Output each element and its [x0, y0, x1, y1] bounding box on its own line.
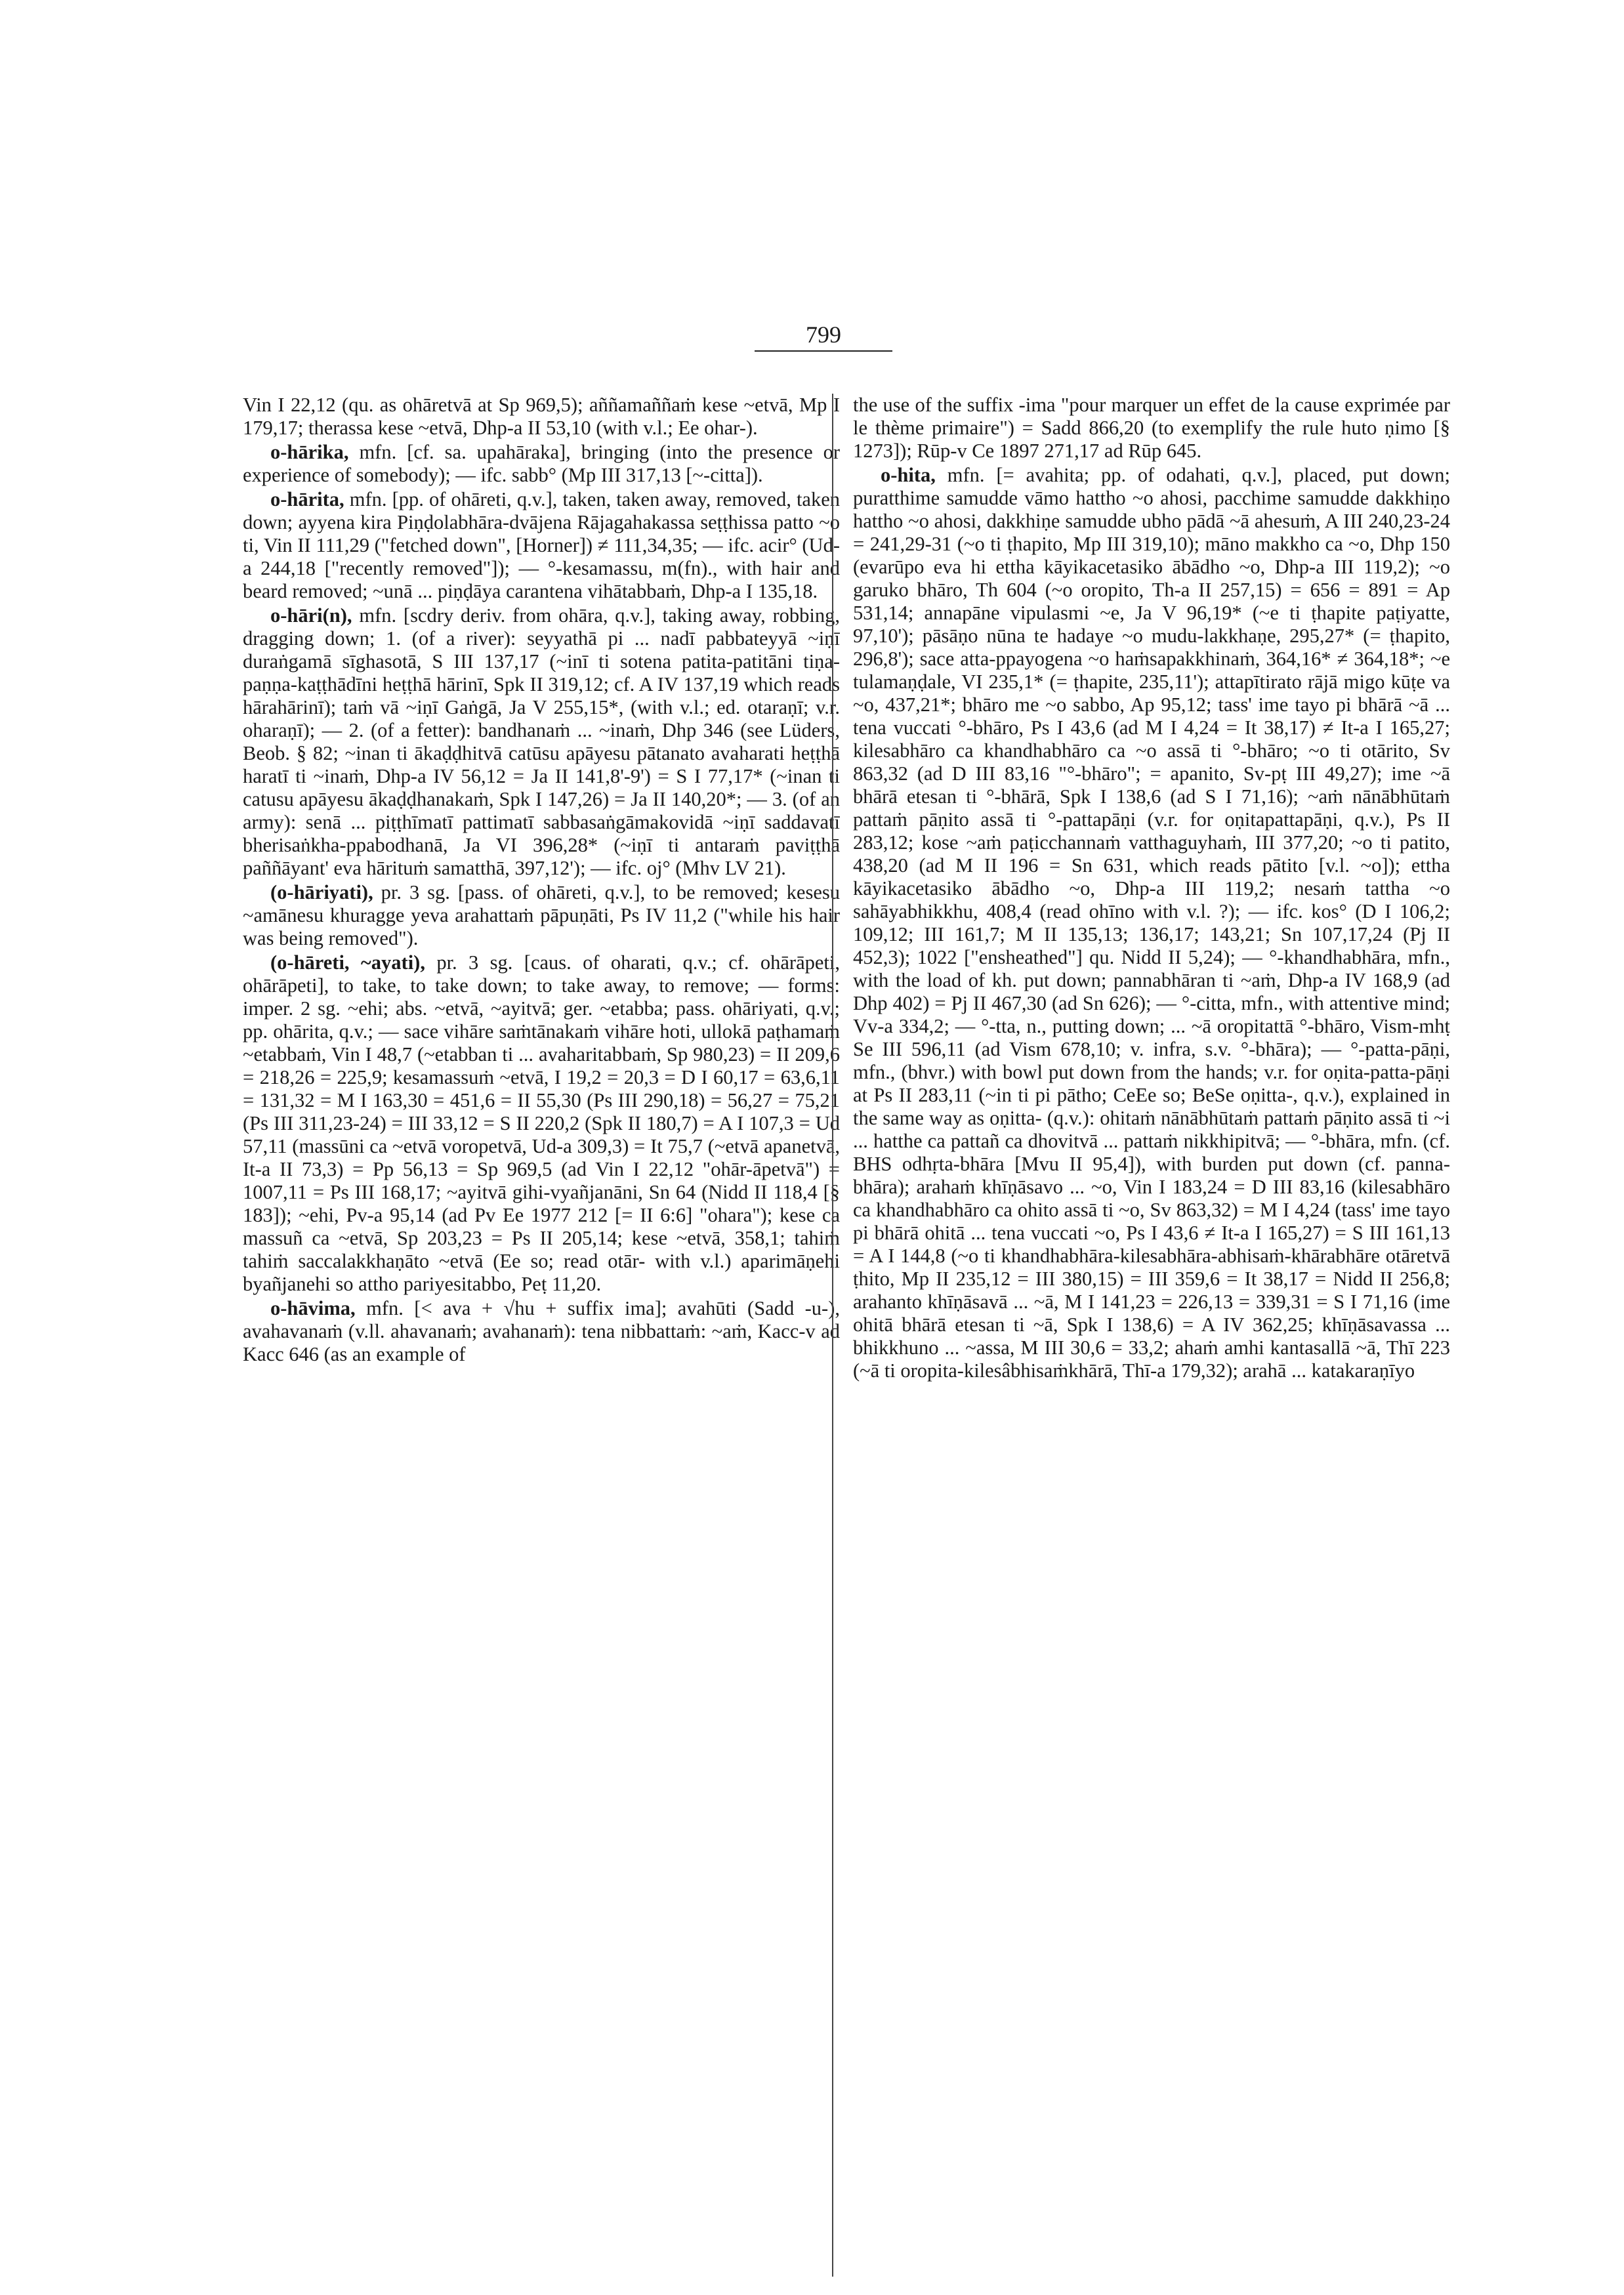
page-number-rule	[755, 350, 892, 352]
entry-text: mfn. [scdry deriv. from ohāra, q.v.], taking away, robbing, dragging down; 1. (of a river): seyyathā pi ... nadī pabbateyyā ~iṇī duraṅgamā sīghasotā, S III 137,17 (~inī ti sotena patita-patitāni tiṇa-paṇṇa-kaṭṭhādīni heṭṭhā hārinī, Spk II 319,12; cf. A IV 137,19 which reads hārahārinī); taṁ vā ~iṇī Gaṅgā, Ja V 255,15*, (with v.l.; ed. otaraṇī; v.r. oharaṇī); — 2. (of a fetter): bandhanaṁ ... ~inaṁ, Dhp 346 (see Lüders, Beob. § 82; ~inan ti ākaḍḍhitvā catūsu apāyesu pātanato avaharati heṭṭhā haratī ti ~inaṁ, Dhp-a IV 56,12 = Ja II 141,8'-9') = S I 77,17* (~inan ti catusu apāyesu ākaḍḍhanakaṁ, Spk I 147,26) = Ja II 140,20*; — 3. (of an army): senā ... piṭṭhīmatī pattimatī sabbasaṅgāmakovidā ~iṇī saddavatī bherisaṅkha-ppabodhanā, Ja VI 396,28* (~iṇī ti antaraṁ paviṭṭhā paññāyant' eva hārituṁ samatthā, 397,12'); — ifc. oj° (Mhv LV 21).	[243, 604, 840, 879]
entry-text: the use of the suffix -ima "pour marquer un effet de la cause exprimée par le thème primaire") = Sadd 866,20 (to exemplify the rule huto ṇimo [§ 1273]); Rūp-v Ce 1897 271,17 ad Rūp 645.	[853, 394, 1450, 462]
entry-headword: o-hārita,	[270, 488, 344, 510]
entry-headword: o-hita,	[881, 464, 936, 486]
left-column	[243, 394, 840, 2277]
entry-headword: o-hāvima,	[270, 1297, 356, 1319]
entry-text: pr. 3 sg. [caus. of oharati, q.v.; cf. ohārāpeti, ohārāpeti], to take, to take down; to take away, to remove; — forms: imper. 2 sg. ~ehi; abs. ~etvā, ~ayitvā; ger. ~etabba; pass. ohāriyati, q.v.; pp. ohārita, q.v.; — sace vihāre saṁtānakaṁ vihāre hoti, ullokā paṭhamaṁ ~etabbaṁ, Vin I 48,7 (~etabban ti ... avaharitabbaṁ, Sp 980,23) = II 209,6 = 218,26 = 225,9; kesamassuṁ ~etvā, I 19,2 = 20,3 = D I 60,17 = 63,6,11 = 131,32 = M I 163,30 = 451,6 = II 55,30 (Ps III 290,18) = 56,27 = 75,21 (Ps III 311,23-24) = III 33,12 = S II 220,2 (Spk II 180,7) = A I 107,3 = Ud 57,11 (massūni ca ~etvā voropetvā, Ud-a 309,3) = It 75,7 (~etvā apanetvā, It-a II 73,3) = Pp 56,13 = Sp 969,5 (ad Vin I 22,12 "ohār-āpetvā") = 1007,11 = Ps III 168,17; ~ayitvā gihi-vyañjanāni, Sn 64 (Nidd II 118,4 [§ 183]); ~ehi, Pv-a 95,14 (ad Pv Ee 1977 212 [= II 6:6] "ohara"); kese ca massuñ ca ~etvā, Sp 203,23 = Ps II 205,14; kese ~etvā, 358,1; tahiṁ tahiṁ saccalakkhaṇāto ~etvā (Ee so; read otār- with v.l.) aparimāṇehi byañjanehi so attho pariyesitabbo, Peṭ 11,20.	[243, 951, 840, 1295]
entry-text: mfn. [< ava + √hu + suffix ima]; avahūti (Sadd -u-), avahavanaṁ (v.ll. ahavanaṁ; avahanaṁ): tena nibbattaṁ: ~aṁ, Kacc-v ad Kacc 646 (as an example of	[243, 1297, 840, 1365]
column-divider	[832, 394, 833, 2277]
entry-headword: o-hāri(n),	[270, 604, 352, 627]
continued-entry	[853, 394, 1450, 463]
page-number: 799	[806, 321, 841, 348]
dictionary-entry	[243, 881, 840, 950]
right-column	[853, 394, 1450, 2277]
continued-entry	[243, 394, 840, 440]
dictionary-entry	[853, 464, 1450, 1382]
dictionary-entry	[243, 951, 840, 1296]
entry-headword: (o-hāriyati),	[270, 881, 373, 903]
entry-text: pr. 3 sg. [pass. of ohāreti, q.v.], to be removed; kesesu ~amānesu khuragge yeva arahattaṁ pāpuṇāti, Ps IV 11,2 ("while his hair was being removed").	[243, 881, 840, 949]
entry-headword: (o-hāreti, ~ayati),	[270, 951, 425, 974]
dictionary-entry	[243, 488, 840, 603]
entry-text: Vin I 22,12 (qu. as ohāretvā at Sp 969,5); aññamaññaṁ kese ~etvā, Mp I 179,17; therassa kese ~etvā, Dhp-a II 53,10 (with v.l.; Ee ohar-).	[243, 394, 840, 439]
entry-headword: o-hārika,	[270, 441, 349, 463]
dictionary-entry	[243, 604, 840, 880]
entry-text: mfn. [pp. of ohāreti, q.v.], taken, taken away, removed, taken down; ayyena kira Piṇḍolabhāra-dvājena Rājagahakassa seṭṭhissa patto ~o ti, Vin II 111,29 ("fetched down", [Horner]) ≠ 111,34,35; — ifc. acir° (Ud-a 244,18 ["recently removed"]); — °-kesamassu, m(fn)., with hair and beard removed; ~unā ... piṇḍāya carantena vihātabbaṁ, Dhp-a I 135,18.	[243, 488, 840, 602]
dictionary-entry	[243, 1297, 840, 1366]
dictionary-entry	[243, 441, 840, 487]
entry-text: mfn. [= avahita; pp. of odahati, q.v.], placed, put down; puratthime samudde vāmo hattho ~o ahosi, pacchime samudde dakkhiṇo hattho ~o ahosi, dakkhiṇe samudde ubho pādā ~ā ahesuṁ, A III 240,23-24 = 241,29-31 (~o ti ṭhapito, Mp III 319,10); māno makkho ca ~o, Dhp 150 (evarūpo eva hi ettha kāyikacetasiko ābādho ~o, Dhp-a III 119,2); ~o garuko bhāro, Th 604 (~o oropito, Th-a II 257,15) = 656 = 891 = Ap 531,14; annapāne vipulasmi ~e, Ja V 96,19* (~e ti ṭhapite paṭiyatte, 97,10'); pāsāṇo nūna te hadaye ~o mudu-lakkhaṇe, 295,27* (= ṭhapito, 296,8'); sace atta-ppayogena ~o haṁsapakkhinaṁ, 364,16* ≠ 364,18*; ~e tulamaṇḍale, VI 235,1* (= ṭhapite, 235,11'); attapītirato rājā migo kūṭe va ~o, 437,21*; bhāro me ~o sabbo, Ap 95,12; tass' ime tayo pi bhārā ~ā ... tena vuccati °-bhāro, Ps I 43,6 (ad M I 4,24 = It 38,17) ≠ It-a I 165,27; kilesabhāro ca khandhabhāro ca ~o assā ti °-bhāro; ~o ti otārito, Sv 863,32 (ad D III 83,16 "°-bhāro"; = apanito, Sv-pṭ III 49,27); ime ~ā bhārā etesan ti °-bhārā, Spk I 138,6 (ad S I 71,16); ~aṁ nānābhūtaṁ pattaṁ pāṇito assā ti °-pattapāṇi (v.r. for oṇitapattapāṇi, q.v.), Ps II 283,12; kose ~aṁ paṭicchannaṁ vatthaguyhaṁ, III 377,20; ~o ti patito, 438,20 (ad M II 196 = Sn 631, which reads pātito [v.l. ~o]); ettha kāyikacetasiko ābādho ~o, Dhp-a III 119,2; nesaṁ tattha ~o sahāyabhikkhu, 408,4 (read ohīno with v.l. ?); — ifc. kos° (D I 106,2; 109,12; III 161,7; M II 135,13; 136,17; 143,21; Sn 107,17,24 (Pj II 452,3); 1022 ["ensheathed"] qu. Nidd II 5,24); — °-khandhabhāra, mfn., with the load of kh. put down; pannabhāran ti ~aṁ, Dhp-a IV 168,9 (ad Dhp 402) = Pj II 467,30 (ad Sn 626); — °-citta, mfn., with attentive mind; Vv-a 334,2; — °-tta, n., putting down; ... ~ā oropitattā °-bhāro, Vism-mhṭ Se III 596,11 (ad Vism 678,10; v. infra, s.v. °-bhāra); — °-patta-pāṇi, mfn., (bhvr.) with bowl put down from the hands; v.r. for oṇita-patta-pāṇi at Ps II 283,11 (~in ti pi pātho; CeEe so; BeSe oṇitta-, q.v.), explained in the same way as oṇitta- (q.v.): ohitaṁ nānābhūtaṁ pattaṁ pāṇito assā ti ~i ... hatthe ca pattañ ca dhovitvā ... pattaṁ nikkhipitvā; — °-bhāra, mfn. (cf. BHS odhṛta-bhāra [Mvu II 95,4]), with burden put down (cf. panna-bhāra); arahaṁ khīṇāsavo ... ~o, Vin I 183,24 = D III 83,16 (kilesabhāro ca khandhabhāro ca ohito assā ti ~o, Sv 863,32) = M I 4,24 (tass' ime tayo pi bhārā ohitā ... tena vuccati ~o, Ps I 43,6 ≠ It-a I 165,27) = S III 161,13 = A I 144,8 (~o ti khandhabhāra-kilesabhāra-abhisaṁ-khārabhāre otāretvā ṭhito, Mp II 235,12 = III 380,15) = III 359,6 = It 38,17 = Nidd II 256,8; arahanto khīṇāsavā ... ~ā, M I 141,23 = 226,13 = 339,31 = S I 71,16 (ime ohitā bhārā etesan ti ~ā, Spk I 138,6) = A IV 362,25; khīṇāsavassa ... bhikkhuno ... ~assa, M III 30,6 = 33,2; ahaṁ amhi kantasallā ~ā, Thī 223 (~ā ti oropita-kilesâbhisaṁkhārā, Thī-a 179,32); arahā ... katakaraṇīyo	[853, 464, 1450, 1382]
entry-text: mfn. [cf. sa. upahāraka], bringing (into the presence or experience of somebody); — ifc. sabb° (Mp III 317,13 [~-citta]).	[243, 441, 840, 486]
